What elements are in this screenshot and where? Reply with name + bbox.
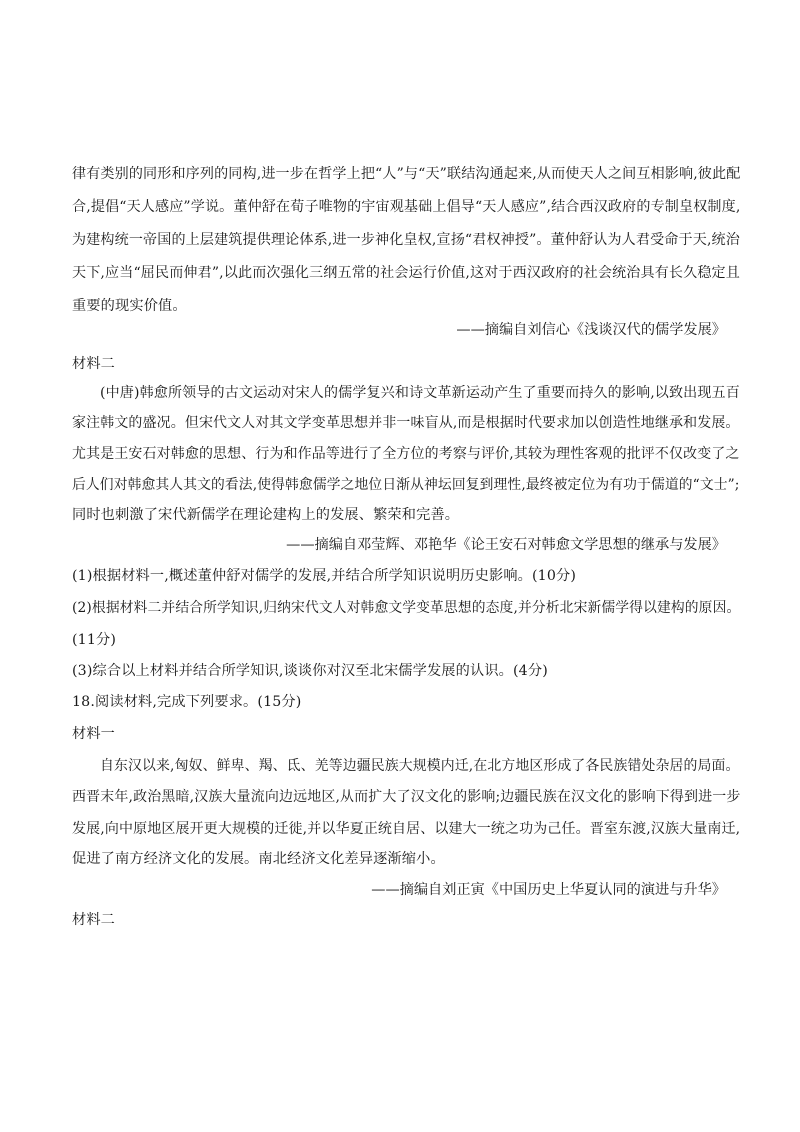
- material2-line: 同时也刺激了宋代新儒学在理论建构上的发展、繁荣和完善。: [72, 507, 460, 523]
- question-17-2-score: (11分): [72, 632, 117, 648]
- question-17-2: (2)根据材料二并结合所学知识,归纳宋代文人对韩愈文学变革思想的态度,并分析北宋新儒学得以建构的原因。: [72, 600, 741, 616]
- material1-line: 律有类别的同形和序列的同构,进一步在哲学上把“人”与“天”联结沟通起来,从而使天人之间互相影响,彼此配: [72, 166, 741, 182]
- q18-material1-source: ——摘编自刘正寅《中国历史上华夏认同的演进与升华》: [371, 882, 726, 898]
- q18-material2-heading: 材料二: [72, 912, 116, 928]
- question-18-title: 18.阅读材料,完成下列要求。(15分): [72, 694, 302, 710]
- q18-material1-heading: 材料一: [72, 726, 116, 742]
- material2-line: (中唐)韩愈所领导的古文运动对宋人的儒学复兴和诗文革新运动产生了重要而持久的影响,以致出现五百: [100, 385, 740, 401]
- material1-source: ——摘编自刘信心《浅谈汉代的儒学发展》: [456, 322, 726, 338]
- material2-source: ——摘编自邓莹辉、邓艳华《论王安石对韩愈文学思想的继承与发展》: [286, 537, 726, 553]
- q18-material1-line: 自东汉以来,匈奴、鲜卑、羯、氐、羌等边疆民族大规模内迁,在北方地区形成了各民族错处杂居的局面。: [100, 758, 740, 774]
- question-17-3: (3)综合以上材料并结合所学知识,谈谈你对汉至北宋儒学发展的认识。(4分): [72, 663, 548, 679]
- q18-material1-line: 发展,向中原地区展开更大规模的迁徙,并以华夏正统自居、以建大一统之功为己任。晋室东渡,汉族大量南迁,: [72, 821, 741, 837]
- material1-line: 合,提倡“天人感应”学说。董仲舒在荀子唯物的宇宙观基础上倡导“天人感应”,结合西汉政府的专制皇权制度,: [72, 199, 741, 215]
- q18-material1-line: 西晋末年,政治黑暗,汉族大量流向边远地区,从而扩大了汉文化的影响;边疆民族在汉文化的影响下得到进一步: [72, 789, 741, 805]
- material1-line: 重要的现实价值。: [72, 298, 187, 314]
- material2-line: 尤其是王安石对韩愈的思想、行为和作品等进行了全方位的考察与评价,其较为理性客观的批评不仅改变了之: [72, 446, 740, 462]
- material2-heading: 材料二: [72, 356, 116, 372]
- q18-material1-line: 促进了南方经济文化的发展。南北经济文化差异逐渐缩小。: [72, 851, 445, 867]
- material1-line: 天下,应当“屈民而伸君”,以此而次强化三纲五常的社会运行价值,这对于西汉政府的社会统治具有长久稳定且: [72, 265, 740, 281]
- material1-line: 为建构统一帝国的上层建筑提供理论体系,进一步神化皇权,宣扬“君权神授”。董仲舒认为人君受命于天,统治: [72, 232, 740, 248]
- material2-line: 后人们对韩愈其人其文的看法,使得韩愈儒学之地位日渐从神坛回复到理性,最终被定位为有功于儒道的“文士”;: [72, 477, 740, 493]
- material2-line: 家注韩文的盛况。但宋代文人对其文学变革思想并非一味盲从,而是根据时代要求加以创造性地继承和发展。: [72, 415, 740, 431]
- question-17-1: (1)根据材料一,概述董仲舒对儒学的发展,并结合所学知识说明历史影响。(10分): [72, 568, 577, 584]
